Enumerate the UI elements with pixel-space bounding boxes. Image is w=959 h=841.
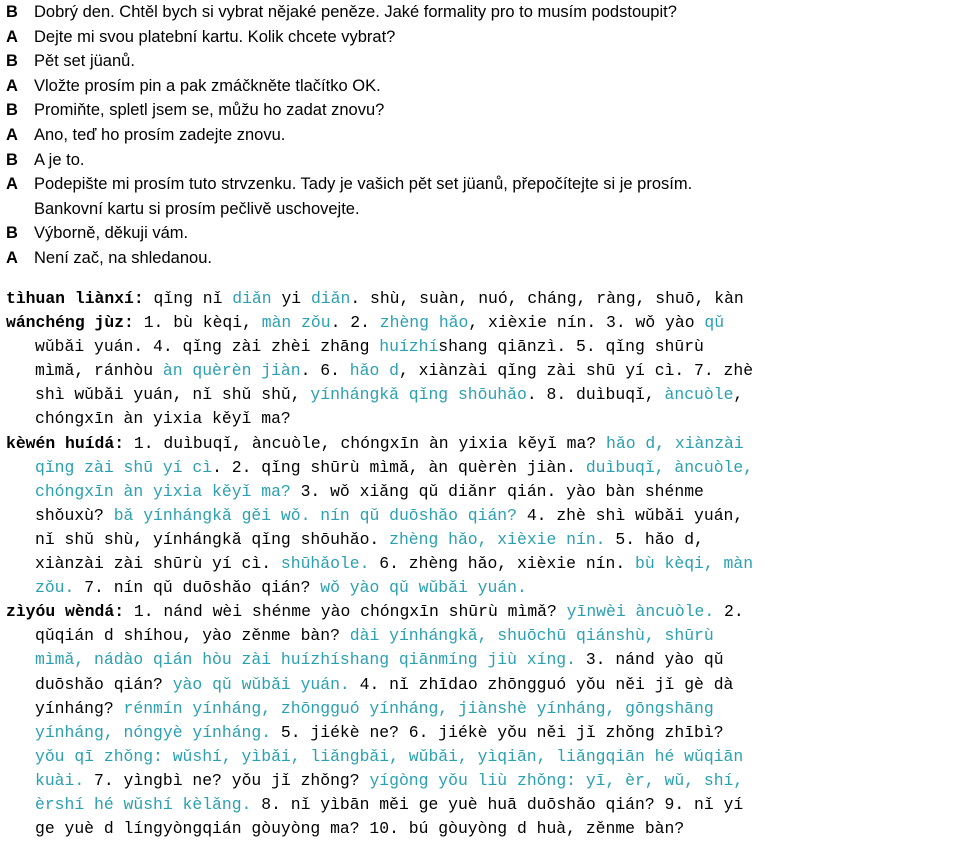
answer-text: zǒu. [35, 578, 75, 598]
exercise-text: shǒuxù? [35, 505, 114, 525]
answer-text: rénmín yínháng, zhōngguó yínháng, jiànshè yínháng, gōngshāng [123, 698, 714, 718]
exercise-line [6, 552, 958, 576]
exercise-text: wǔbǎi yuán. 4. qǐng zài zhèi zhāng [35, 337, 380, 357]
answer-text: diǎn [310, 289, 351, 308]
exercise-line [6, 383, 958, 407]
dialogue-line [6, 123, 956, 148]
answer-text: yīnwèi àncuòle. [566, 602, 715, 622]
exercise-text: , xièxie nín. 3. wǒ yào [468, 313, 705, 333]
exercise-line [6, 721, 958, 745]
exercise-text: 8. nǐ yìbān měi ge yuè huā duōshǎo qián? 9. nǐ yí [251, 794, 744, 814]
exercise-label: kèwén huídá: [6, 433, 125, 453]
dialogue-line-continuation [6, 197, 956, 222]
exercise-heading-line [6, 287, 958, 311]
exercise-line [6, 624, 958, 648]
exercise-text: 3. wǒ xiǎng qǔ diǎnr qián. yào bàn shénme [290, 481, 704, 501]
exercise-line [6, 480, 958, 504]
exercise-text: 4. nǐ zhīdao zhōngguó yǒu něi jǐ gè dà [349, 674, 734, 694]
answer-text: màn zǒu [261, 313, 331, 333]
exercise-label: zìyóu wèndá: [6, 602, 125, 622]
exercise-line [6, 407, 958, 431]
answer-text: yígòng yǒu liù zhǒng: yī, èr, wǔ, shí, [369, 770, 744, 790]
exercise-text: 4. zhè shì wǔbǎi yuán, [516, 505, 744, 525]
dialogue-line [6, 25, 956, 50]
exercises-section [6, 287, 958, 841]
speaker-label: A [6, 76, 18, 95]
dialogue-text: Není zač, na shledanou. [34, 248, 212, 267]
answer-text: zhèng hǎo, xièxie nín. [389, 529, 606, 549]
speaker-label: A [6, 248, 18, 267]
exercise-line [6, 769, 958, 793]
speaker-label: A [6, 175, 18, 194]
exercise-heading-line [6, 311, 958, 335]
exercise-heading-line [6, 432, 958, 456]
exercise-text: duōshǎo qián? [35, 674, 173, 694]
exercise-text: 1. bù kèqi, [133, 313, 262, 333]
answer-text: dài yínhángkǎ, shuōchū qiánshù, shūrù [349, 626, 714, 646]
exercise-line [6, 335, 958, 359]
speaker-label: B [6, 52, 18, 71]
exercise-text: ge yuè d língyòngqián gòuyòng ma? 10. bú gòuyòng d huà, zěnme bàn? [35, 819, 685, 839]
dialogue-line [6, 148, 956, 173]
answer-text: yínhángkǎ qǐng shōuhǎo [310, 385, 527, 405]
answer-text: chóngxīn àn yixia kěyǐ ma? [35, 481, 291, 501]
answer-text: diǎn [232, 289, 272, 308]
exercise-text: . 6. [300, 361, 350, 381]
speaker-label: B [6, 3, 18, 21]
exercise-text: 3. nánd yào qǔ [575, 650, 724, 670]
dialogue-text: Pět set jüanů. [34, 52, 135, 71]
speaker-label: A [6, 125, 18, 144]
exercise-text: , xiànzài qǐng zài shū yí cì. 7. zhè [398, 361, 754, 381]
dialogue-text: Promiňte, spletl jsem se, můžu ho zadat znovu? [34, 101, 385, 120]
answer-text: qǐng zài shū yí cì [35, 457, 213, 477]
dialogue-text: Dejte mi svou platební kartu. Kolik chcete vybrat? [34, 27, 396, 46]
dialogue-line [6, 98, 956, 123]
speaker-label: B [6, 150, 18, 169]
answer-text: mìmǎ, nádào qián hòu zài huízhíshang qiānmíng jiù xíng. [35, 650, 576, 670]
dialogue-text: Ano, teď ho prosím zadejte znovu. [34, 125, 286, 144]
exercise-line [6, 359, 958, 383]
speaker-label: B [6, 101, 18, 120]
exercise-text: . 2. qǐng shūrù mìmǎ, àn quèrèn jiàn. [212, 457, 586, 477]
exercise-text: 5. jiékè ne? 6. jiékè yǒu něi jǐ zhǒng zhībì? [271, 722, 724, 742]
exercise-line [6, 793, 958, 817]
exercise-label: wánchéng jùz: [6, 313, 134, 333]
dialogue-line [6, 221, 956, 246]
exercise-text: qǐng nǐ [143, 289, 233, 308]
answer-text: àncuòle [664, 385, 734, 405]
exercise-text: 7. nín qǔ duōshǎo qián? [74, 578, 321, 598]
answer-text: huízhí [379, 337, 439, 357]
exercise-line [6, 673, 958, 697]
exercise-line [6, 648, 958, 672]
exercise-text: yi [271, 289, 311, 308]
answer-text: àn quèrèn jiàn [162, 361, 301, 381]
dialogue-text: Bankovní kartu si prosím pečlivě uschovejte. [34, 199, 360, 218]
exercise-text: 1. duìbuqǐ, àncuòle, chóngxīn àn yixia kěyǐ ma? [124, 433, 607, 453]
dialogue-section [6, 0, 956, 271]
answer-text: kuài. [35, 770, 85, 790]
dialogue-text: Dobrý den. Chtěl bych si vybrat nějaké peněze. Jaké formality pro to musím podstoupit? [34, 3, 677, 21]
exercise-text: qǔqián d shíhou, yào zěnme bàn? [35, 626, 350, 646]
exercise-text: shang qiānzì. 5. qǐng shūrù [438, 337, 704, 357]
dialogue-line [6, 74, 956, 99]
exercise-text: , [733, 385, 744, 405]
dialogue-text: Podepište mi prosím tuto strvzenku. Tady je vašich pět set jüanů, přepočítejte si je prosím. [34, 175, 693, 194]
answer-text: bǎ yínhángkǎ gěi wǒ. nín qǔ duōshǎo qián? [113, 505, 517, 525]
answer-text: hǎo d, xiànzài [606, 433, 744, 453]
dialogue-line [6, 172, 956, 197]
exercise-line [6, 745, 958, 769]
exercise-line [6, 576, 958, 600]
dialogue-line [6, 246, 956, 271]
answer-text: hǎo d [349, 361, 399, 381]
speaker-label: A [6, 27, 18, 46]
exercise-line [6, 456, 958, 480]
exercise-text: 5. hǎo d, [605, 529, 704, 549]
answer-text: shūhǎole. [280, 554, 370, 574]
exercise-label: tìhuan liànxí: [6, 289, 144, 308]
answer-text: yínháng, nóngyè yínháng. [35, 722, 272, 742]
exercise-text: yínháng? [35, 698, 124, 718]
exercise-line [6, 697, 958, 721]
exercise-text: 2. [714, 602, 744, 622]
exercise-text: . shù, suàn, nuó, cháng, ràng, shuō, kàn [350, 289, 744, 308]
dialogue-line [6, 49, 956, 74]
exercise-text: shì wǔbǎi yuán, nǐ shǔ shǔ, [35, 385, 311, 405]
exercise-line [6, 528, 958, 552]
answer-text: duìbuqǐ, àncuòle, [585, 457, 754, 477]
exercise-text: mìmǎ, ránhòu [35, 361, 163, 381]
answer-text: yào qǔ wǔbǎi yuán. [172, 674, 350, 694]
exercise-line [6, 817, 958, 841]
answer-text: zhèng hǎo [379, 313, 469, 333]
answer-text: bù kèqi, màn [635, 554, 754, 574]
exercise-text: chóngxīn àn yixia kěyǐ ma? [35, 409, 291, 429]
exercise-text: 1. nánd wèi shénme yào chóngxīn shūrù mìmǎ? [124, 602, 567, 622]
answer-text: yǒu qī zhǒng: wǔshí, yìbǎi, liǎngbǎi, wǔbǎi, yìqiān, liǎngqiān hé wǔqiān [35, 746, 744, 766]
dialogue-text: Vložte prosím pin a pak zmáčkněte tlačítko OK. [34, 76, 381, 95]
answer-text: wǒ yào qǔ wǔbǎi yuán. [320, 578, 527, 598]
answer-text: qǔ [704, 313, 725, 333]
exercise-text: 6. zhèng hǎo, xièxie nín. [369, 554, 636, 574]
speaker-label: B [6, 224, 18, 243]
exercise-text: xiànzài zài shūrù yí cì. [35, 554, 281, 574]
dialogue-text: A je to. [34, 150, 85, 169]
exercise-text: nǐ shǔ shù, yínhángkǎ qǐng shōuhǎo. [35, 529, 390, 549]
exercise-text: . 2. [330, 313, 380, 333]
exercise-text: 7. yìngbì ne? yǒu jǐ zhǒng? [84, 770, 370, 790]
dialogue-text: Výborně, děkuji vám. [34, 224, 189, 243]
answer-text: èrshí hé wǔshí kèlǎng. [35, 794, 252, 814]
dialogue-line [6, 0, 956, 25]
exercise-heading-line [6, 600, 958, 624]
exercise-text: . 8. duìbuqǐ, [526, 385, 665, 405]
exercise-line [6, 504, 958, 528]
